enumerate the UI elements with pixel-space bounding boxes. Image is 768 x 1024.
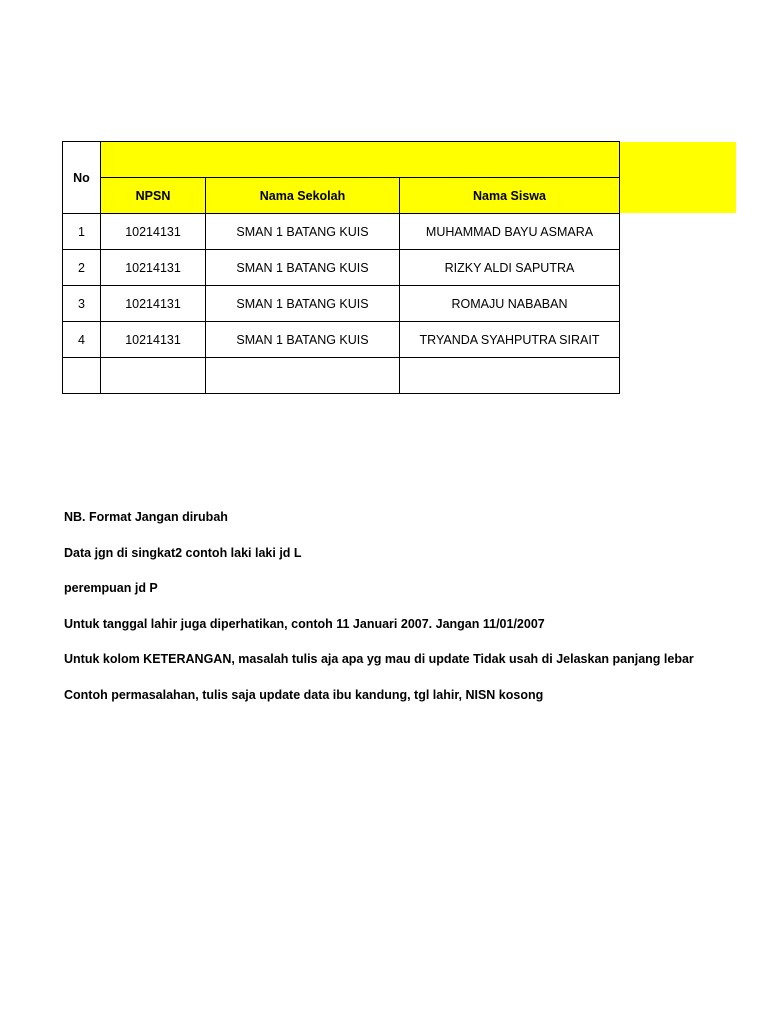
table-row	[63, 214, 620, 250]
cell-no: 1	[63, 214, 101, 250]
cell-empty	[206, 358, 400, 394]
cell-npsn: 10214131	[101, 286, 206, 322]
table-row	[63, 286, 620, 322]
table-header-top-row	[63, 142, 620, 178]
cell-nama-sekolah: SMAN 1 BATANG KUIS	[206, 214, 400, 250]
cell-npsn: 10214131	[101, 214, 206, 250]
table-row	[63, 322, 620, 358]
cell-no: 4	[63, 322, 101, 358]
cell-empty	[400, 358, 620, 394]
note-line: NB. Format Jangan dirubah	[64, 510, 228, 524]
note-line: Contoh permasalahan, tulis saja update data ibu kandung, tgl lahir, NISN kosong	[64, 687, 544, 702]
note-line: Data jgn di singkat2 contoh laki laki jd L	[64, 545, 302, 560]
header-group-cell	[101, 142, 620, 178]
cell-nama-sekolah: SMAN 1 BATANG KUIS	[206, 322, 400, 358]
cell-nama-siswa: ROMAJU NABABAN	[400, 286, 620, 322]
cell-nama-sekolah: SMAN 1 BATANG KUIS	[206, 250, 400, 286]
cell-npsn: 10214131	[101, 250, 206, 286]
note-line: perempuan jd P	[64, 581, 158, 595]
cell-no: 3	[63, 286, 101, 322]
header-nama-sekolah: Nama Sekolah	[206, 178, 400, 214]
cell-no: 2	[63, 250, 101, 286]
student-table	[62, 141, 620, 394]
cell-nama-siswa: TRYANDA SYAHPUTRA SIRAIT	[400, 322, 620, 358]
cell-nama-siswa: MUHAMMAD BAYU ASMARA	[400, 214, 620, 250]
note-line: Untuk kolom KETERANGAN, masalah tulis aja apa yg mau di update Tidak usah di Jelaskan panjang lebar	[64, 652, 694, 666]
note-line: Untuk tanggal lahir juga diperhatikan, contoh 11 Januari 2007. Jangan 11/01/2007	[64, 616, 545, 631]
cell-empty	[101, 358, 206, 394]
header-nama-siswa: Nama Siswa	[400, 178, 620, 214]
header-no: No	[63, 142, 101, 214]
table-row	[63, 250, 620, 286]
header-yellow-band	[618, 142, 736, 213]
cell-npsn: 10214131	[101, 322, 206, 358]
cell-nama-siswa: RIZKY ALDI SAPUTRA	[400, 250, 620, 286]
table-header-row	[63, 178, 620, 214]
table-row-empty	[63, 358, 620, 394]
cell-empty	[63, 358, 101, 394]
notes-block	[64, 508, 694, 721]
cell-nama-sekolah: SMAN 1 BATANG KUIS	[206, 286, 400, 322]
header-npsn: NPSN	[101, 178, 206, 214]
